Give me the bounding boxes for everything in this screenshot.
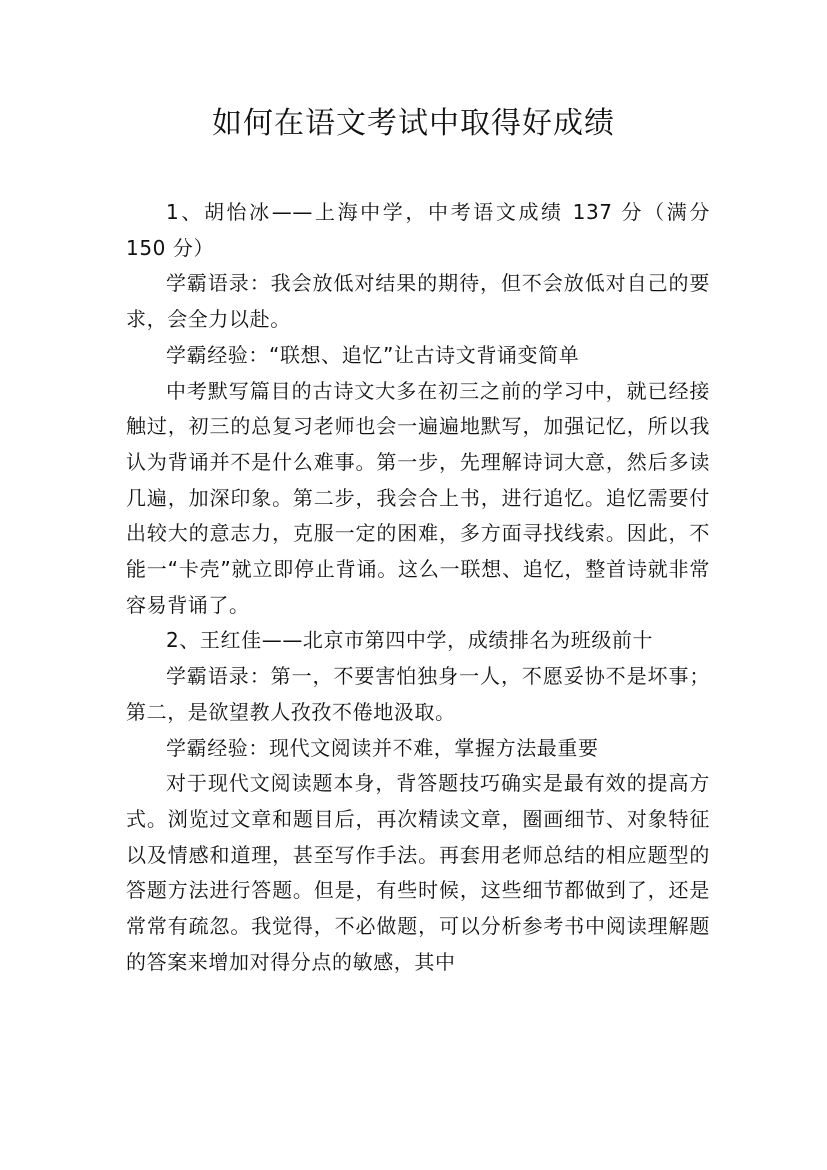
paragraph-6: 学霸语录：第一，不要害怕独身一人，不愿妥协不是坏事；第二，是欲望教人孜孜不倦地汲取。 — [126, 664, 710, 724]
paragraph-5: 2、王红佳——北京市第四中学，成绩排名为班级前十 — [166, 628, 654, 653]
paragraph-1: 1、胡怡冰——上海中学，中考语文成绩 137 分（满分 150 分） — [126, 200, 710, 260]
document-title: 如何在语文考试中取得好成绩 — [212, 106, 615, 141]
paragraph-8: 对于现代文阅读题本身，背答题技巧确实是最有效的提高方式。浏览过文章和题目后，再次精读文章，圈画细节、对象特征以及情感和道理，甚至写作手法。再套用老师总结的相应题型的答题方法进行答题。但是，有些时候，这些细节都做到了，还是常常有疏忽。我觉得，不必做题，可以分析参考书中阅读理解题的答案来增加对得分点的敏感，其中 — [126, 771, 710, 974]
paragraph-3: 学霸经验：“联想、追忆”让古诗文背诵变简单 — [166, 342, 580, 367]
paragraph-2: 学霸语录：我会放低对结果的期待，但不会放低对自己的要求，会全力以赴。 — [126, 271, 710, 332]
paragraph-7: 学霸经验：现代文阅读并不难，掌握方法最重要 — [166, 735, 599, 760]
paragraph-4: 中考默写篇目的古诗文大多在初三之前的学习中，就已经接触过，初三的总复习老师也会一遍遍地默写，加强记忆，所以我认为背诵并不是什么难事。第一步，先理解诗词大意，然后多读几遍，加深印象。第二步，我会合上书，进行追忆。追忆需要付出较大的意志力，克服一定的困难，多方面寻找线索。因此，不能一“卡壳”就立即停止背诵。这么一联想、追忆，整首诗就非常容易背诵了。 — [126, 378, 710, 617]
document-body — [126, 195, 710, 980]
